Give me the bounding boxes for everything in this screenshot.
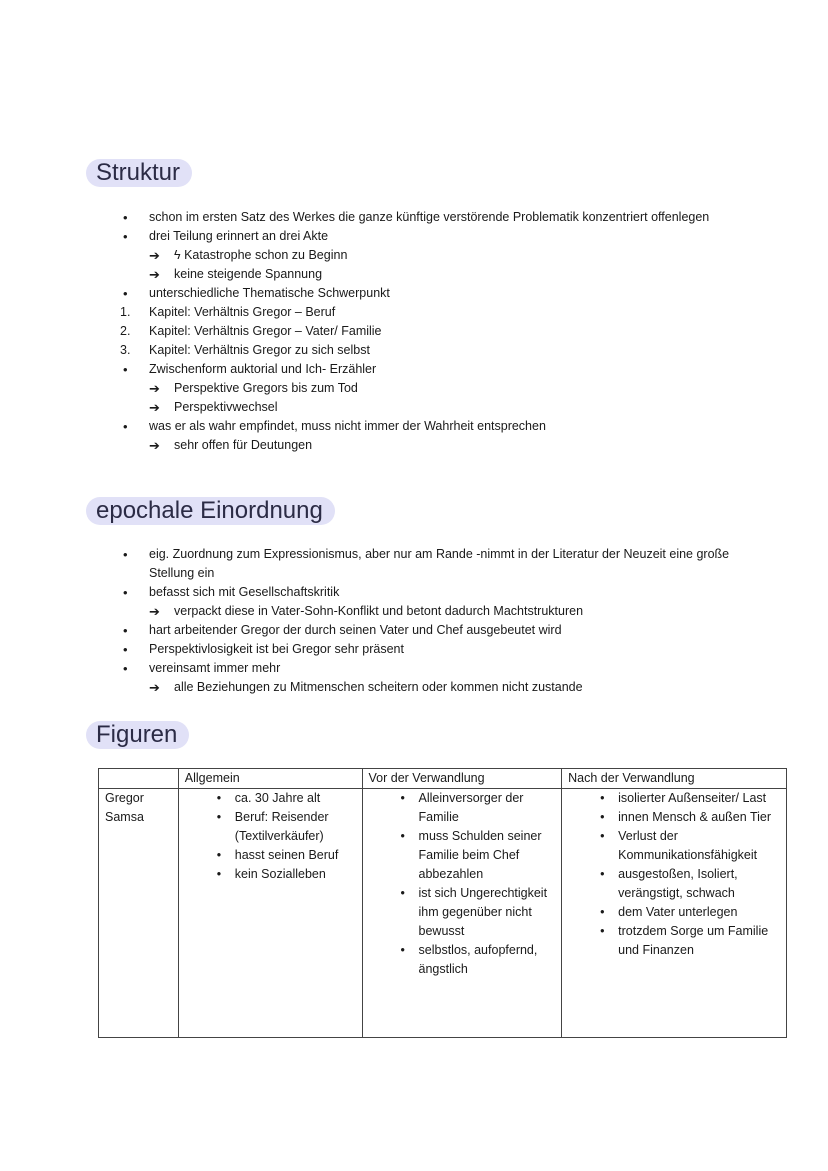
epochale-list: [120, 545, 760, 697]
cell-bullet-item: • Verlust der Kommunikationsfähigkeit: [568, 827, 780, 865]
bullet-item: [120, 640, 760, 659]
arrow-item: [120, 678, 760, 697]
arrow-right-icon: ➔: [149, 400, 160, 415]
table-header-nach: Nach der Verwandlung: [562, 769, 787, 789]
item-text: vereinsamt immer mehr: [149, 661, 281, 675]
list-number: 2.: [120, 324, 131, 338]
item-text: hart arbeitender Gregor der durch seinen Vater und Chef ausgebeutet wird: [149, 623, 562, 637]
figuren-table: [98, 768, 787, 1038]
figure-name-cell: Gregor Samsa: [99, 789, 179, 1038]
cell-bullet-item: • Beruf: Reisender (Textilverkäufer): [185, 808, 356, 846]
bullet-item: [120, 545, 760, 583]
table-header-empty: [99, 769, 179, 789]
heading-figuren: Figuren: [86, 721, 189, 749]
arrow-item: [120, 265, 760, 284]
table-row: [99, 789, 787, 1038]
item-text: was er als wahr empfindet, muss nicht immer der Wahrheit entsprechen: [149, 419, 546, 433]
cell-bullet-item: • hasst seinen Beruf: [185, 846, 356, 865]
item-text: Perspektive Gregors bis zum Tod: [174, 381, 358, 395]
bullet-item: [120, 360, 760, 379]
item-text: unterschiedliche Thematische Schwerpunkt: [149, 286, 390, 300]
list-number: 1.: [120, 305, 131, 319]
item-text: keine steigende Spannung: [174, 267, 323, 281]
cell-bullet-item: • ausgestoßen, Isoliert, verängstigt, schwach: [568, 865, 780, 903]
item-text: schon im ersten Satz des Werkes die ganze künftige verstörende Problematik konzentriert offenlegen: [149, 210, 710, 224]
item-text: Kapitel: Verhältnis Gregor zu sich selbst: [149, 343, 370, 357]
arrow-item: [120, 379, 760, 398]
cell-bullet-item: • trotzdem Sorge um Familie und Finanzen: [568, 922, 780, 960]
cell-bullet-item: • kein Sozialleben: [185, 865, 356, 884]
item-text: Perspektivlosigkeit ist bei Gregor sehr präsent: [149, 642, 404, 656]
arrow-right-icon: ➔: [149, 604, 160, 619]
item-text: Kapitel: Verhältnis Gregor – Beruf: [149, 305, 336, 319]
arrow-item: [120, 398, 760, 417]
bullet-item: [120, 583, 760, 602]
numbered-item: [120, 322, 760, 341]
vor-cell: [362, 789, 562, 1038]
arrow-item: [120, 436, 760, 455]
arrow-right-icon: ➔: [149, 248, 160, 263]
bullet-item: [120, 621, 760, 640]
bullet-item: [120, 417, 760, 436]
table-header-vor: Vor der Verwandlung: [362, 769, 562, 789]
cell-bullet-item: • selbstlos, aufopfernd, ängstlich: [369, 941, 556, 979]
numbered-item: [120, 303, 760, 322]
item-text: verpackt diese in Vater-Sohn-Konflikt und betont dadurch Machtstrukturen: [174, 604, 584, 618]
item-text: befasst sich mit Gesellschaftskritik: [149, 585, 340, 599]
bullet-item: [120, 227, 760, 246]
cell-bullet-item: • ca. 30 Jahre alt: [185, 789, 356, 808]
cell-bullet-item: • ist sich Ungerechtigkeit ihm gegenüber nicht bewusst: [369, 884, 556, 941]
item-text: Kapitel: Verhältnis Gregor – Vater/ Familie: [149, 324, 382, 338]
cell-bullet-item: • muss Schulden seiner Familie beim Chef abbezahlen: [369, 827, 556, 884]
arrow-item: [120, 602, 760, 621]
bullet-item: [120, 284, 760, 303]
arrow-right-icon: ➔: [149, 381, 160, 396]
item-text: Zwischenform auktorial und Ich- Erzähler: [149, 362, 377, 376]
arrow-item: [120, 246, 760, 265]
item-text: ϟ Katastrophe schon zu Beginn: [174, 248, 348, 262]
item-text: alle Beziehungen zu Mitmenschen scheitern oder kommen nicht zustande: [174, 680, 583, 694]
list-number: 3.: [120, 343, 131, 357]
bullet-item: [120, 208, 760, 227]
bullet-item: [120, 659, 760, 678]
cell-bullet-item: • Alleinversorger der Familie: [369, 789, 556, 827]
table-header-row: [99, 769, 787, 789]
nach-cell: [562, 789, 787, 1038]
item-text: drei Teilung erinnert an drei Akte: [149, 229, 329, 243]
struktur-list: [120, 208, 760, 455]
item-text: sehr offen für Deutungen: [174, 438, 313, 452]
cell-bullet-item: • isolierter Außenseiter/ Last: [568, 789, 780, 808]
arrow-right-icon: ➔: [149, 438, 160, 453]
arrow-right-icon: ➔: [149, 267, 160, 282]
item-text: Perspektivwechsel: [174, 400, 278, 414]
cell-bullet-item: • innen Mensch & außen Tier: [568, 808, 780, 827]
table-header-allgemein: Allgemein: [178, 769, 362, 789]
cell-bullet-item: • dem Vater unterlegen: [568, 903, 780, 922]
heading-struktur: Struktur: [86, 159, 192, 187]
heading-epochale-einordnung: epochale Einordnung: [86, 497, 335, 525]
numbered-item: [120, 341, 760, 360]
allgemein-cell: [178, 789, 362, 1038]
item-text: eig. Zuordnung zum Expressionismus, aber nur am Rande -nimmt in der Literatur der Neuzeit eine große Stellung ein: [149, 547, 730, 580]
arrow-right-icon: ➔: [149, 680, 160, 695]
